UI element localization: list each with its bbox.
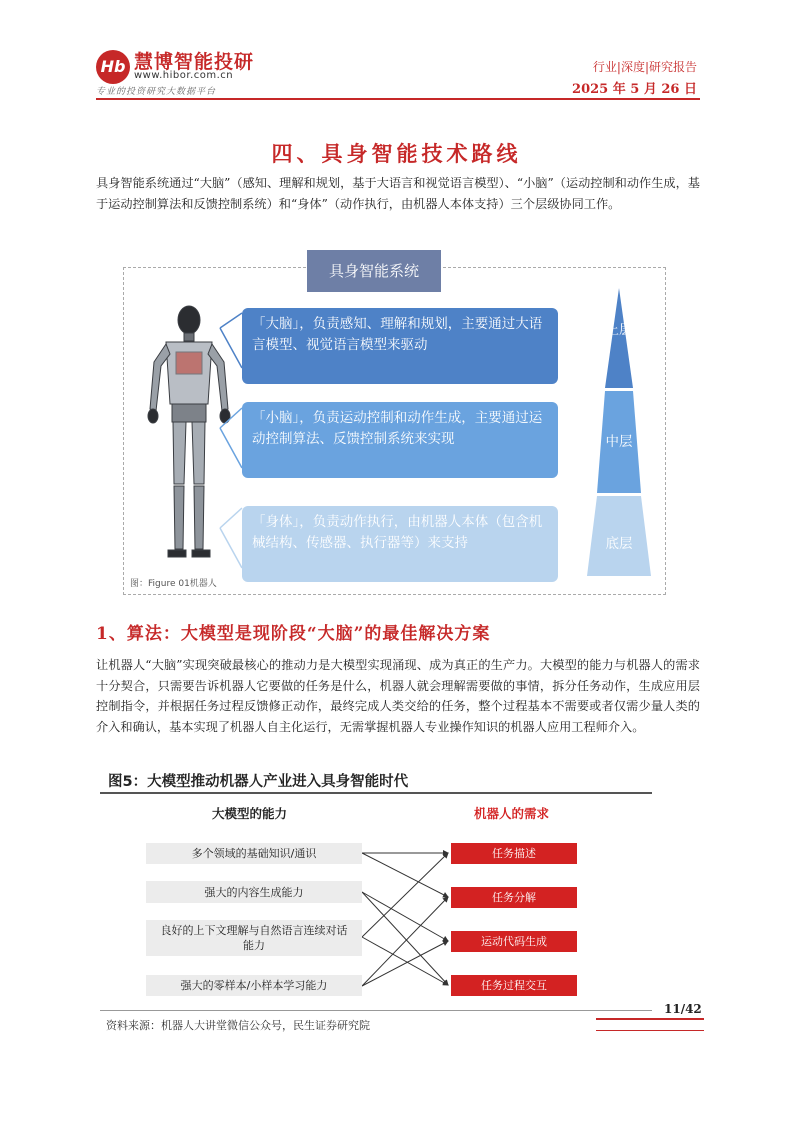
capability-item: 强大的内容生成能力 <box>146 881 362 903</box>
body-box: 「身体」，负责动作执行，由机器人本体（包含机械结构、传感器、执行器等）来支持 <box>242 506 558 582</box>
need-item: 任务描述 <box>451 843 577 864</box>
figure5-bottom-rule <box>100 1010 652 1011</box>
capability-item: 强大的零样本/小样本学习能力 <box>146 975 362 996</box>
capability-column-header: 大模型的能力 <box>212 806 288 821</box>
need-item: 任务分解 <box>451 887 577 908</box>
figure5-title: 图5：大模型推动机器人产业进入具身智能时代 <box>108 774 409 790</box>
report-category: 行业|深度|研究报告 <box>592 60 697 74</box>
bracket-connectors <box>214 308 244 578</box>
embodied-ai-diagram <box>123 262 666 595</box>
diagram-title: 具身智能系统 <box>307 250 441 292</box>
logo-name: 慧博智能投研 <box>134 51 255 73</box>
footer-rule <box>596 1018 704 1020</box>
footer-rule-2 <box>596 1030 704 1031</box>
header-divider <box>96 98 700 100</box>
logo-slogan: 专业的投资研究大数据平台 <box>96 87 217 97</box>
figure5-source: 资料来源：机器人大讲堂微信公众号，民生证券研究院 <box>106 1019 370 1032</box>
logo-icon: Hb <box>96 50 130 84</box>
need-item: 任务过程交互 <box>451 975 577 996</box>
page-number: 11/42 <box>664 1002 702 1016</box>
diagram-caption: 图：Figure 01机器人 <box>130 579 217 589</box>
algorithm-paragraph: 让机器人“大脑”实现突破最核心的推动力是大模型实现涌现、成为真正的生产力。大模型的能力与机器人的需求十分契合，只需要告诉机器人它要做的任务是什么，机器人就会理解需要做的事情，拆分任务动作，生成应用层控制指令，并根据任务过程反馈修正动作，最终完成人类交给的任务，整个过程基本不需要或者仅需少量人类的介入和确认，基本实现了机器人自主化运行，无需掌握机器人专业操作知识的机器人应用工程师介入。 <box>96 658 700 734</box>
mapping-lines <box>360 840 455 1000</box>
layer-top-label: 上层 <box>605 323 632 338</box>
subheading-algorithm: 1、算法：大模型是现阶段“大脑”的最佳解决方案 <box>96 624 491 644</box>
section-title: 四、具身智能技术路线 <box>271 141 522 166</box>
figure5-divider <box>100 792 652 794</box>
layer-bottom-label: 底层 <box>605 536 633 552</box>
needs-column-header: 机器人的需求 <box>474 806 550 821</box>
need-item: 运动代码生成 <box>451 931 577 952</box>
report-date: 2025 年 5 月 26 日 <box>572 82 697 97</box>
brain-box: 「大脑」，负责感知、理解和规划，主要通过大语言模型、视觉语言模型来驱动 <box>242 308 558 384</box>
capability-item: 良好的上下文理解与自然语言连续对话能力 <box>146 920 362 956</box>
capability-item: 多个领域的基础知识/通识 <box>146 843 362 864</box>
cerebellum-box: 「小脑」，负责运动控制和动作生成，主要通过运动控制算法、反馈控制系统来实现 <box>242 402 558 478</box>
intro-paragraph: 具身智能系统通过“大脑”（感知、理解和规划，基于大语言和视觉语言模型）、“小脑”（运动控制和动作生成，基于运动控制算法和反馈控制系统）和“身体”（动作执行，由机器人本体支持）三个层级协同工作。 <box>96 176 700 211</box>
logo-url[interactable]: www.hibor.com.cn <box>134 70 234 81</box>
layer-middle-label: 中层 <box>605 434 633 450</box>
